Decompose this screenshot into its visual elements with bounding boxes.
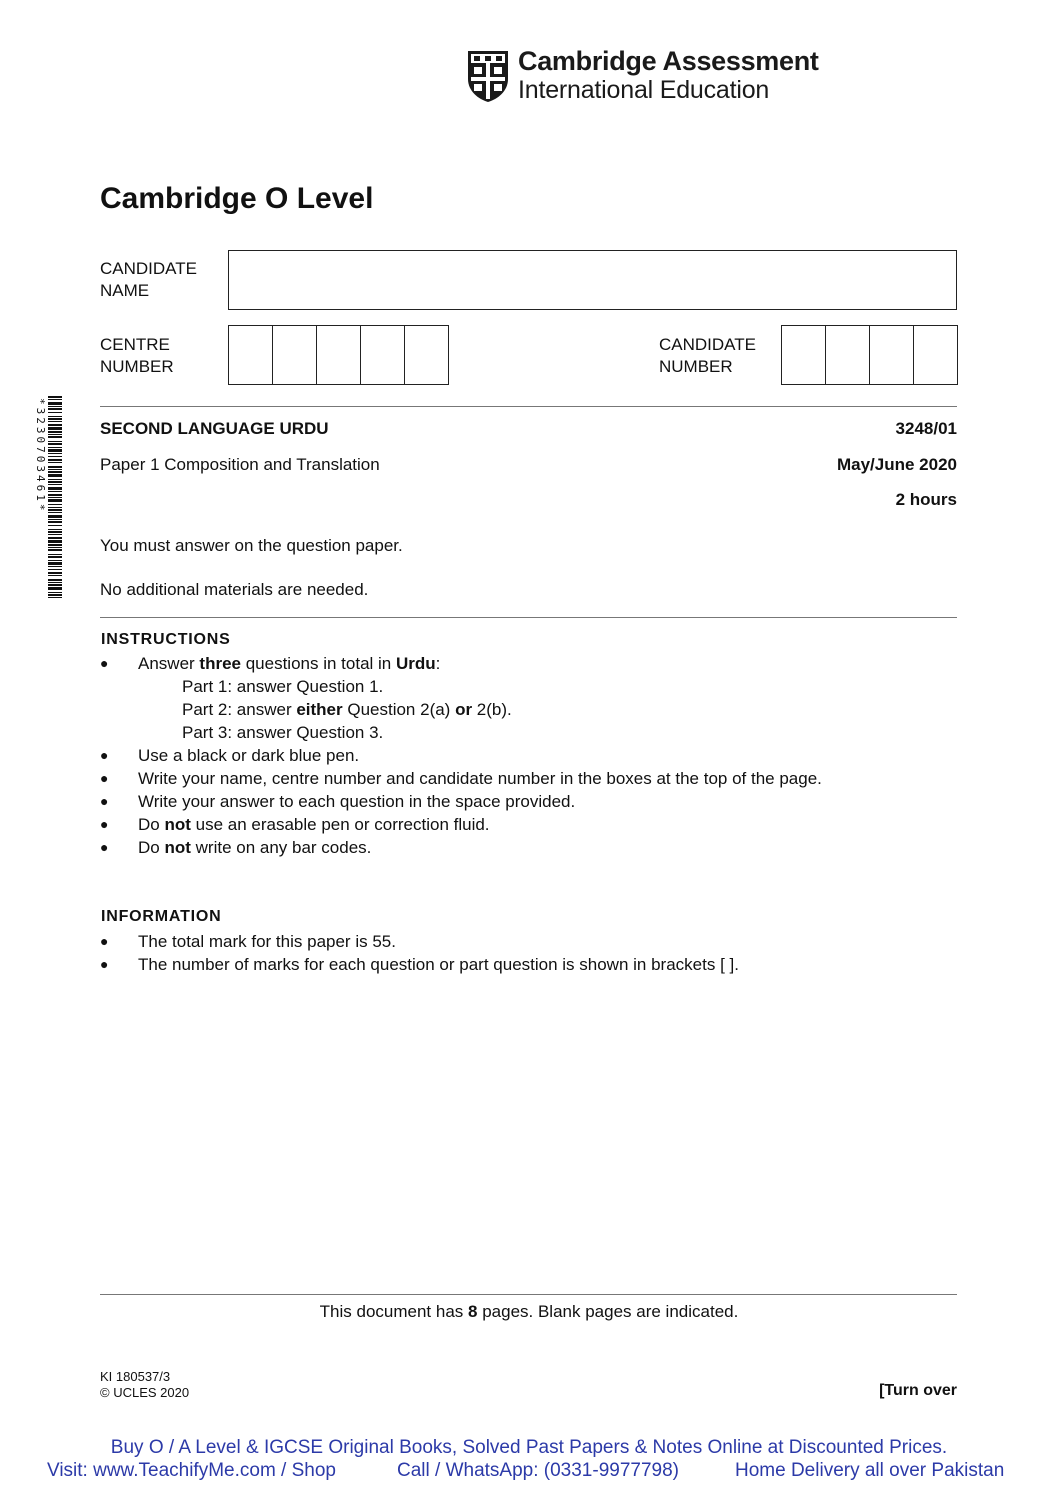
barcode-bar	[48, 416, 62, 417]
barcode-bar	[48, 504, 62, 505]
barcode-bar	[48, 519, 62, 520]
barcode-text: *3230703461*	[34, 398, 47, 514]
barcode-bar	[48, 509, 62, 511]
copyright: © UCLES 2020	[100, 1385, 190, 1400]
barcode-bar	[48, 537, 62, 539]
barcode-bar	[48, 575, 62, 576]
page-count: 8	[468, 1302, 478, 1321]
barcode-bar	[48, 569, 62, 570]
page-count-note	[0, 1302, 1058, 1322]
barcode-bar	[48, 554, 62, 555]
qualification-title: Cambridge O Level	[100, 182, 374, 215]
list-item-text: The total mark for this paper is 55.	[138, 932, 396, 951]
list-item-text: Do not write on any bar codes.	[138, 838, 372, 857]
bullet-icon: ●	[100, 956, 109, 972]
bullet-icon: ●	[100, 770, 109, 786]
candidate-digit-box[interactable]	[914, 326, 957, 384]
instructions-heading: INSTRUCTIONS	[101, 631, 231, 648]
paper-title: Paper 1 Composition and Translation	[100, 455, 380, 474]
footer-divider	[100, 1294, 957, 1295]
bullet-icon: ●	[100, 933, 109, 949]
centre-digit-box[interactable]	[317, 326, 361, 384]
barcode-bar	[48, 456, 62, 457]
bullet-icon: ●	[100, 816, 109, 832]
barcode-bar	[48, 562, 62, 565]
barcode-bar	[48, 491, 62, 492]
org-name-line1: Cambridge Assessment	[518, 46, 819, 76]
barcode-bar	[48, 587, 62, 590]
list-item-text: Part 1: answer Question 1.	[182, 677, 384, 696]
list-item	[100, 836, 980, 859]
information-list	[100, 930, 980, 976]
document-reference: KI 180537/3	[100, 1369, 171, 1384]
barcode-bar	[48, 497, 62, 498]
barcode-bar	[48, 512, 62, 513]
barcode-bar	[48, 396, 62, 398]
barcode-bar	[48, 594, 62, 596]
centre-digit-box[interactable]	[273, 326, 317, 384]
list-item	[100, 744, 980, 767]
barcode-bar	[48, 418, 62, 420]
barcode-bar	[48, 453, 62, 454]
exam-session: May/June 2020	[836, 455, 957, 474]
answer-note: You must answer on the question paper.	[100, 536, 403, 555]
barcode-bar	[48, 579, 62, 581]
centre-digit-box[interactable]	[361, 326, 405, 384]
barcode-bar	[48, 572, 62, 574]
barcode-bar	[48, 434, 62, 435]
bullet-icon: ●	[100, 793, 109, 809]
barcode-bar	[48, 529, 62, 530]
barcode-bar	[48, 431, 62, 433]
barcode-bar	[48, 515, 62, 518]
list-item	[100, 675, 980, 698]
bullet-icon: ●	[100, 747, 109, 763]
candidate-digit-box[interactable]	[782, 326, 826, 384]
bullet-icon: ●	[100, 839, 109, 855]
turn-over: [Turn over	[879, 1382, 957, 1399]
barcode-bar	[48, 592, 62, 593]
exam-duration: 2 hours	[895, 490, 957, 509]
barcode-bar	[48, 402, 62, 405]
page-count-after: pages. Blank pages are indicated.	[477, 1302, 739, 1321]
barcode-bar	[48, 597, 62, 598]
candidate-digit-box[interactable]	[826, 326, 870, 384]
barcode-bar	[48, 441, 62, 442]
barcode-bar	[48, 427, 62, 430]
barcode-bar	[48, 584, 62, 586]
barcode-bar	[48, 449, 62, 452]
candidate-name-field[interactable]	[228, 250, 957, 310]
barcode-bar	[48, 507, 62, 508]
barcode-bar	[48, 474, 62, 477]
barcode-bar	[48, 479, 62, 480]
candidate-number-boxes[interactable]	[781, 325, 958, 385]
barcode-bar	[48, 399, 62, 400]
list-item-text: Do not use an erasable pen or correction fluid.	[138, 815, 490, 834]
list-item	[100, 652, 980, 675]
barcode-bar	[48, 412, 62, 413]
centre-digit-box[interactable]	[229, 326, 273, 384]
list-item	[100, 930, 980, 953]
candidate-name-label: CANDIDATE NAME	[100, 259, 197, 300]
list-item	[100, 698, 980, 721]
barcode-bar	[48, 521, 62, 523]
subject-title: SECOND LANGUAGE URDU	[100, 419, 329, 438]
barcode-bar	[48, 462, 62, 463]
barcode-bar	[48, 406, 62, 407]
barcode-bar	[48, 566, 62, 567]
barcode-bar	[48, 534, 62, 535]
paper-code: 3248/01	[895, 419, 957, 438]
materials-note: No additional materials are needed.	[100, 580, 369, 599]
list-item-text: Part 2: answer either Question 2(a) or 2(b).	[182, 700, 512, 719]
barcode-bar	[48, 544, 62, 546]
promo-call: Call / WhatsApp: (0331-9977798)	[397, 1460, 679, 1481]
barcode-bar	[48, 547, 62, 548]
barcode-bar	[48, 424, 62, 426]
barcode-bar	[48, 484, 62, 485]
barcode-bar	[48, 582, 62, 583]
barcode-bar	[48, 556, 62, 558]
list-item-text: Part 3: answer Question 3.	[182, 723, 384, 742]
candidate-digit-box[interactable]	[870, 326, 914, 384]
barcode-bar	[48, 560, 62, 561]
promo-visit[interactable]: Visit: www.TeachifyMe.com / Shop	[47, 1460, 336, 1481]
barcode-bar	[48, 549, 62, 551]
barcode-bar	[48, 499, 62, 502]
list-item-text: Answer three questions in total in Urdu:	[138, 654, 441, 673]
barcode-bar	[48, 471, 62, 473]
list-item	[100, 721, 980, 744]
divider	[100, 406, 957, 407]
promo-delivery: Home Delivery all over Pakistan	[735, 1460, 1005, 1481]
barcode-bar	[48, 421, 62, 422]
centre-number-boxes[interactable]	[228, 325, 449, 385]
barcode-bar	[48, 408, 62, 410]
list-item-text: The number of marks for each question or part question is shown in brackets [ ].	[138, 955, 739, 974]
list-item	[100, 953, 980, 976]
page-count-before: This document has	[319, 1302, 469, 1321]
list-item-text: Use a black or dark blue pen.	[138, 746, 360, 765]
barcode-bar	[48, 487, 62, 490]
barcode-bar	[48, 525, 62, 526]
barcode-bar	[48, 469, 62, 470]
barcode-bar	[48, 436, 62, 438]
list-item-text: Write your answer to each question in the space provided.	[138, 792, 576, 811]
barcode-bar	[48, 443, 62, 445]
barcode-bar	[48, 494, 62, 496]
cambridge-crest-icon	[466, 49, 510, 103]
list-item	[100, 813, 980, 836]
promo-line: Buy O / A Level & IGCSE Original Books, Solved Past Papers & Notes Online at Discounted Prices.	[110, 1437, 948, 1458]
barcode-bar	[48, 466, 62, 468]
list-item-text: Write your name, centre number and candidate number in the boxes at the top of the page.	[138, 769, 822, 788]
centre-digit-box[interactable]	[405, 326, 448, 384]
centre-number-label: CENTRE NUMBER	[100, 335, 174, 376]
information-heading: INFORMATION	[101, 908, 222, 925]
barcode-bar	[48, 531, 62, 533]
instructions-list	[100, 652, 980, 859]
barcode-bar	[48, 481, 62, 483]
divider	[100, 617, 957, 618]
list-item	[100, 790, 980, 813]
barcode-bar	[48, 540, 62, 543]
cambridge-logo	[466, 46, 819, 106]
barcode-bar	[48, 459, 62, 461]
candidate-number-label: CANDIDATE NUMBER	[659, 335, 756, 376]
org-name-line2: International Education	[518, 76, 770, 104]
bullet-icon: ●	[100, 655, 109, 671]
barcode-bar	[48, 447, 62, 448]
list-item	[100, 767, 980, 790]
